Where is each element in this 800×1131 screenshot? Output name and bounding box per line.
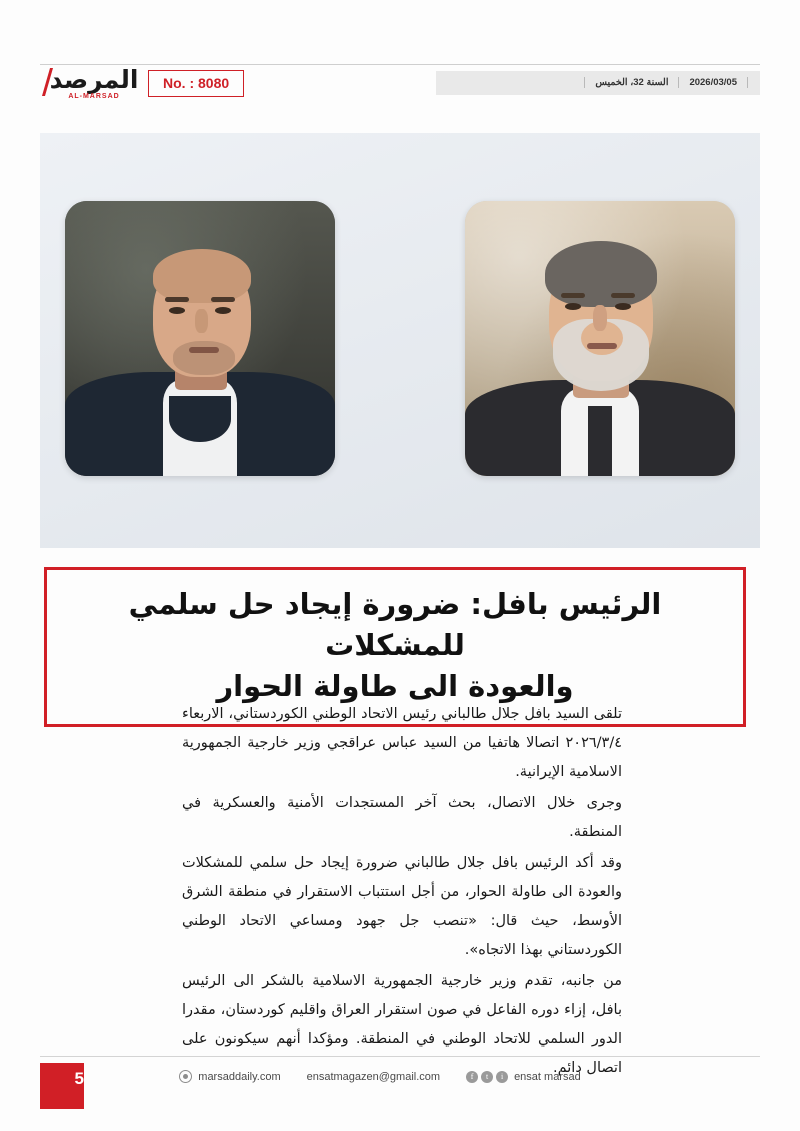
date-separator-icon: [747, 77, 748, 88]
page-header: [40, 64, 760, 102]
footer-divider: [40, 1056, 760, 1057]
facebook-icon[interactable]: f: [466, 1071, 478, 1083]
footer-contact-bar: [0, 1070, 760, 1083]
article-body: [182, 700, 622, 1085]
publication-date: 2026/03/05: [689, 76, 737, 88]
date-separator-icon-2: [678, 77, 679, 88]
portrait-figure-left: [65, 201, 335, 476]
article-paragraph-4: من جانبه، تقدم وزير خارجية الجمهورية الاسلامية بالشكر الى الرئيس بافل، إزاء دوره الفاعل في صون استقرار العراق واقليم كوردستان، مقدرا الدور السلمي للاتحاد الوطني في المنطقة. ومؤكدا أنهم سيكونون على اتصال دائم.: [182, 973, 622, 1076]
headline-line-1: الرئيس بافل: ضرورة إيجاد حل سلمي للمشكلات: [128, 587, 662, 663]
eye-right-left: [215, 307, 231, 314]
brow-right-right: [611, 293, 635, 298]
page-number-badge: 5: [40, 1063, 84, 1109]
portrait-photo-right: [465, 201, 735, 476]
eye-left-left: [169, 307, 185, 314]
nose-left: [195, 309, 208, 333]
logo-arabic-text: المرصد: [49, 64, 139, 94]
headline-line-2: والعودة الى طاولة الحوار: [216, 669, 574, 704]
collar-right: [588, 406, 612, 476]
date-bar: [436, 71, 760, 95]
portrait-figure-right: [465, 201, 735, 476]
brow-right-left: [211, 297, 235, 302]
photo-band: [40, 133, 760, 548]
publication-year-day: السنة 32، الخميس: [595, 76, 669, 88]
stubble-left: [173, 341, 235, 375]
brow-left-left: [165, 297, 189, 302]
portrait-photo-left: [65, 201, 335, 476]
eye-right-right: [615, 303, 631, 310]
globe-icon: [179, 1070, 192, 1083]
mouth-right: [587, 343, 617, 349]
footer-website[interactable]: [179, 1070, 280, 1083]
footer-email[interactable]: [307, 1071, 440, 1083]
footer-social[interactable]: [466, 1071, 581, 1083]
brow-left-right: [561, 293, 585, 298]
social-handle-label: ensat marsad: [514, 1070, 581, 1083]
website-label: marsaddaily.com: [198, 1070, 281, 1083]
article-paragraph-3: وقد أكد الرئيس بافل جلال طالباني ضرورة إيجاد حل سلمي للمشكلات والعودة الى طاولة الحوار، من أجل استتباب الاستقرار في منطقة الشرق الأوسط، حيث قال: «تنصب جل جهود ومساعي الاتحاد الوطني الكوردستاني بهذا الاتجاه».: [182, 855, 622, 958]
nose-right: [593, 305, 607, 331]
social-icons-group: [466, 1071, 508, 1083]
twitter-icon[interactable]: t: [481, 1071, 493, 1083]
collar-left: [169, 396, 231, 442]
logo-latin-text: AL-MARSAD: [68, 92, 120, 100]
scalp-left: [153, 249, 251, 303]
date-separator-icon-3: [584, 77, 585, 88]
eye-left-right: [565, 303, 581, 310]
issue-number-badge: No. : 8080: [148, 70, 244, 97]
article-paragraph-1: تلقى السيد بافل جلال طالباني رئيس الاتحاد الوطني الكوردستاني، الاربعاء ٢٠٢٦/٣/٤ اتصالا هاتفيا من السيد عباس عراقجي وزير خارجية الجمهورية الاسلامية الإيرانية.: [182, 706, 622, 780]
email-label: ensatmagazen@gmail.com: [306, 1070, 441, 1083]
article-paragraph-2: وجرى خلال الاتصال، بحث آخر المستجدات الأمنية والعسكرية في المنطقة.: [182, 795, 622, 840]
publication-logo: [40, 66, 148, 100]
instagram-icon[interactable]: i: [496, 1071, 508, 1083]
